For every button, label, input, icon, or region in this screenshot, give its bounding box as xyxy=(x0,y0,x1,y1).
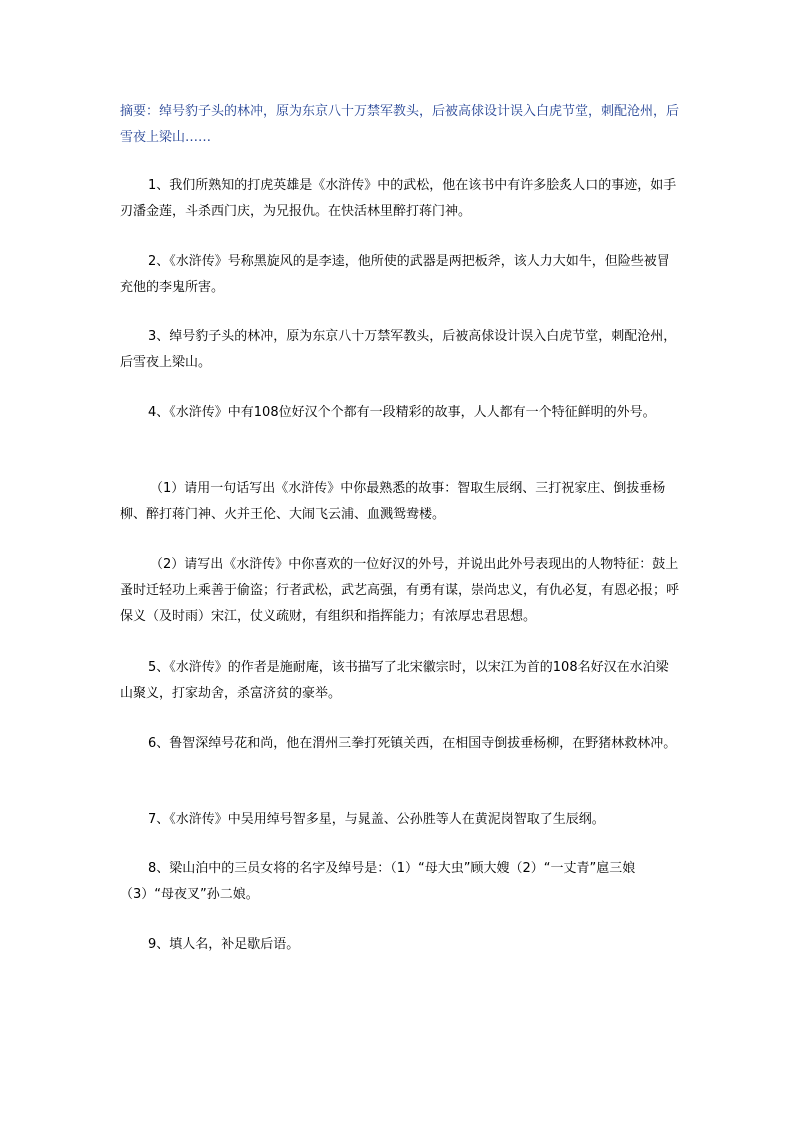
paragraph-5 xyxy=(120,655,680,707)
paragraph-1-text: 1、我们所熟知的打虎英雄是《水浒传》中的武松，他在该书中有许多脍炙人口的事迹，如手刃潘金莲，斗杀西门庆，为兄报仇。在快活林里醉打蒋门神。 xyxy=(120,178,677,219)
paragraph-4-2-text: （2）请写出《水浒传》中你喜欢的一位好汉的外号，并说出此外号表现出的人物特征：鼓上蚤时迁轻功上乘善于偷盗；行者武松，武艺高强，有勇有谋，崇尚忠义，有仇必复，有恩必报；呼保义（及时雨）宋江，仗义疏财，有组织和指挥能力；有浓厚忠君思想。 xyxy=(120,557,680,624)
paragraph-5-text: 5、《水浒传》的作者是施耐庵，该书描写了北宋徽宗时，以宋江为首的108名好汉在水泊梁山聚义，打家劫舍，杀富济贫的豪举。 xyxy=(120,660,669,701)
paragraph-7 xyxy=(120,807,680,833)
paragraph-7-text: 7、《水浒传》中吴用绰号智多星，与晁盖、公孙胜等人在黄泥岗智取了生辰纲。 xyxy=(148,812,605,827)
paragraph-2-text: 2、《水浒传》号称黑旋风的是李逵，他所使的武器是两把板斧，该人力大如牛，但险些被冒充他的李鬼所害。 xyxy=(120,254,670,295)
paragraph-4 xyxy=(120,400,680,426)
summary-text: 摘要：绰号豹子头的林冲，原为东京八十万禁军教头，后被高俅设计误入白虎节堂，刺配沧州，后雪夜上梁山…… xyxy=(120,104,680,145)
paragraph-6 xyxy=(120,731,680,757)
paragraph-9-text: 9、填人名，补足歇后语。 xyxy=(148,937,300,952)
paragraph-9 xyxy=(120,932,680,958)
paragraph-6-text: 6、鲁智深绰号花和尚，他在渭州三拳打死镇关西，在相国寺倒拔垂杨柳，在野猪林救林冲。 xyxy=(148,736,677,751)
paragraph-4-2 xyxy=(120,552,680,630)
paragraph-8-text: 8、梁山泊中的三员女将的名字及绰号是：（1）“母大虫”顾大嫂（2）“一丈青”扈三娘（3）“母夜叉”孙二娘。 xyxy=(120,861,636,902)
paragraph-1 xyxy=(120,173,680,225)
paragraph-2 xyxy=(120,249,680,301)
paragraph-3-text: 3、绰号豹子头的林冲，原为东京八十万禁军教头，后被高俅设计误入白虎节堂，刺配沧州，后雪夜上梁山。 xyxy=(120,329,677,370)
paragraph-8 xyxy=(120,856,680,908)
paragraph-4-text: 4、《水浒传》中有108位好汉个个都有一段精彩的故事，人人都有一个特征鲜明的外号。 xyxy=(148,405,656,420)
paragraph-4-1-text: （1）请用一句话写出《水浒传》中你最熟悉的故事：智取生辰纲、三打祝家庄、倒拔垂杨柳、醉打蒋门神、火并王伦、大闹飞云浦、血溅鸳鸯楼。 xyxy=(120,481,666,522)
paragraph-3 xyxy=(120,324,680,376)
paragraph-4-1 xyxy=(120,476,680,528)
